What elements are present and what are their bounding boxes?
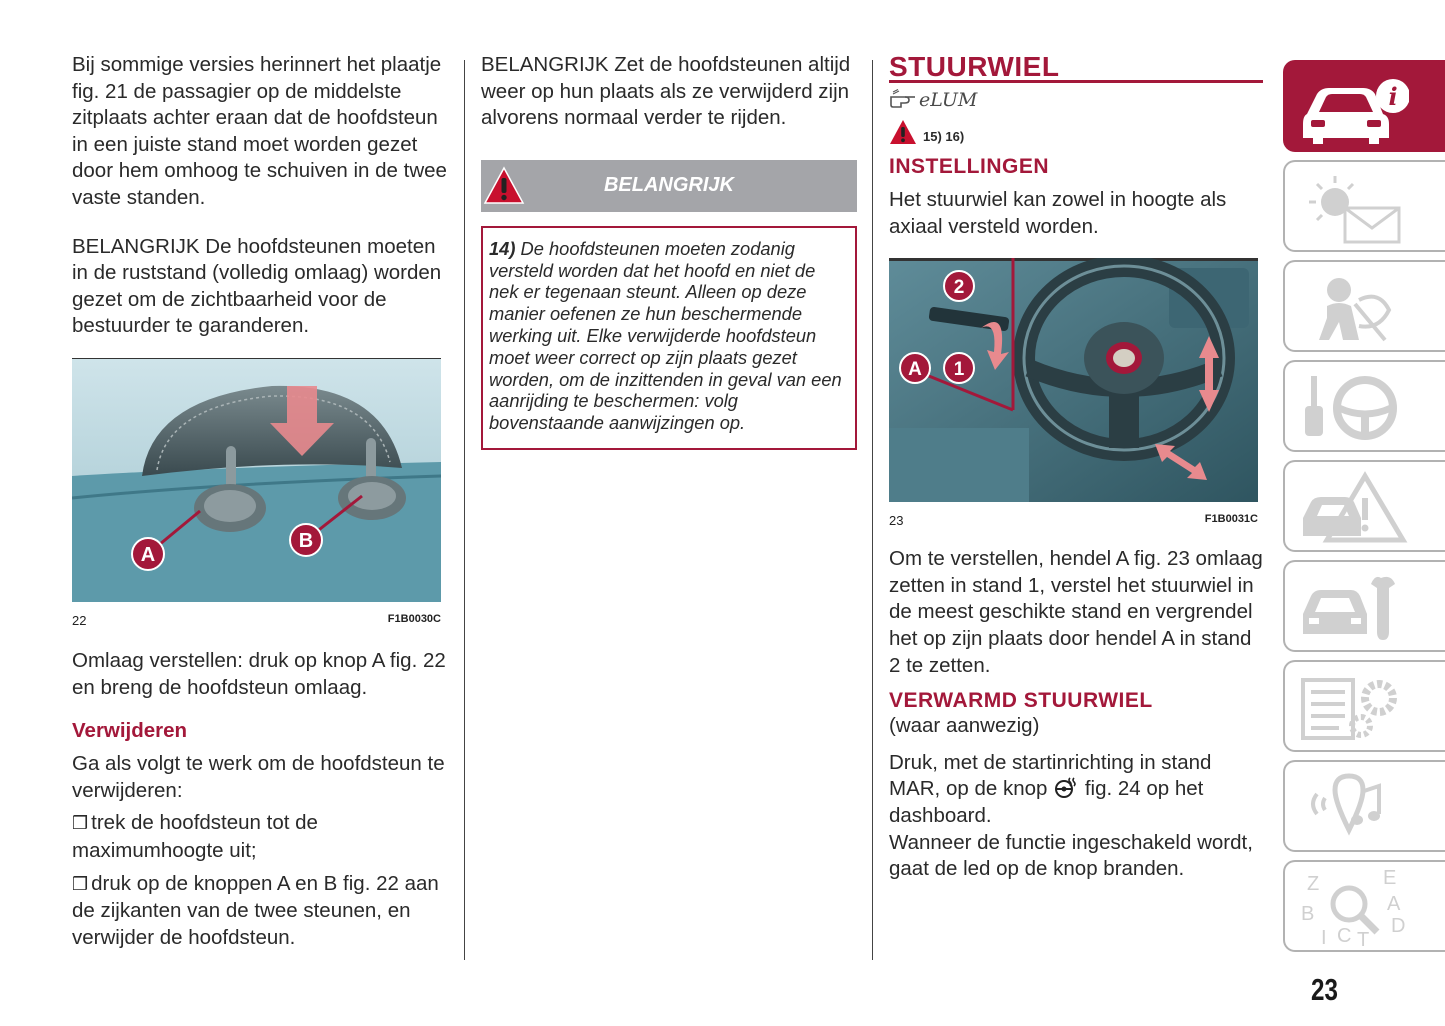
column-divider (464, 60, 465, 960)
warning-title: BELANGRIJK (603, 174, 734, 197)
elum-label: eLUM (919, 89, 978, 111)
page-title: STUURWIEL (889, 51, 1060, 82)
callout-label: A (908, 359, 922, 381)
pointing-hand-icon (889, 89, 917, 111)
paragraph: Omlaag verstellen: druk op knop A fig. 22 en breng de hoofdsteun omlaag. (72, 648, 446, 699)
column-middle (481, 52, 857, 450)
tab-safety[interactable] (1283, 260, 1445, 352)
section-heading: VERWARMD STUURWIEL (889, 689, 1153, 713)
media-navigation-icon (1299, 770, 1409, 846)
paragraph: Ga als volgt te werk om de hoofdsteun te verwijderen: (72, 752, 445, 802)
car-info-icon (1299, 70, 1409, 146)
column-divider (872, 60, 873, 960)
paragraph: Om te verstellen, hendel A fig. 23 omlaag zetten in stand 1, verstel het stuurwiel in de meest geschikte stand en vergrendel het op zijn plaats door hendel A in stand 2 te zetten. (889, 547, 1263, 677)
index-letter: I (1321, 927, 1327, 946)
section-note: (waar aanwezig) (889, 714, 1040, 738)
tab-multimedia[interactable] (1283, 760, 1445, 852)
callout-label: A (140, 543, 156, 566)
paragraph: Bij sommige versies herinnert het plaatje fig. 21 de passagier op de middelste zitplaats achter eraan dat de hoofdsteun in een juiste stand moet worden gezet door hem omhoog te schuiven in de twee vaste standen. (72, 53, 447, 209)
heated-steering-wheel-icon (1053, 776, 1079, 798)
tab-technical-data[interactable] (1283, 660, 1445, 752)
alphabetical-index-icon (1299, 870, 1409, 946)
paragraph: BELANGRIJK Zet de hoofdsteunen altijd weer op hun plaats als ze verwijderd zijn alvorens normaal verder te rijden. (481, 53, 851, 130)
warning-text: 14) De hoofdsteunen moeten zodanig versteld worden dat het hoofd en niet de nek er tegenaan steunt. Alleen op deze manier oefenen ze hun beschermende werking uit. Elke verwijderde hoofdsteun moet weer correct op zijn plaats gezet worden, om de inzittenden in geval van een aanrijding te beschermen: volg bovenstaande aanwijzingen op. (489, 237, 842, 434)
callout-label: 2 (953, 277, 965, 299)
car-wrench-icon (1299, 570, 1409, 646)
index-letter: C (1337, 925, 1352, 946)
paragraph: Wanneer de functie ingeschakeld wordt, gaat de led op de knop branden. (889, 830, 1253, 881)
index-letter: A (1387, 893, 1401, 915)
key-steering-wheel-icon (1299, 370, 1409, 446)
list-item: ❒ trek de hoofdsteun tot de maximumhoogte uit; (72, 811, 318, 862)
column-left (72, 52, 450, 951)
light-message-icon (1299, 170, 1409, 246)
paragraph: Druk, met de startinrichting in stand MAR, op de knop fig. 24 op het dashboard. (889, 750, 1212, 827)
tab-index[interactable] (1283, 860, 1445, 952)
bullet-mark: ❒ (72, 813, 89, 835)
paragraph: Het stuurwiel kan zowel in hoogte als axiaal versteld worden. (889, 188, 1227, 238)
subheading: Verwijderen (72, 719, 188, 743)
steering-wheel-illustration (889, 258, 1258, 502)
callout-label: B (298, 529, 314, 552)
seat-airbag-icon (1299, 270, 1409, 346)
headrest-illustration (72, 358, 441, 602)
warning-refs: 15) 16) (923, 128, 965, 144)
list-item: ❒ druk op de knoppen A en B fig. 22 aan de zijkanten van de twee steunen, en verwijder de hoofdsteun. (72, 871, 439, 949)
paragraph: BELANGRIJK De hoofdsteunen moeten in de ruststand (volledig omlaag) worden gezet om de zichtbaarheid voor de bestuurder te garanderen. (72, 234, 442, 338)
index-letter: B (1301, 903, 1315, 925)
page-number: 23 (1311, 972, 1338, 1007)
car-warning-triangle-icon (1299, 470, 1409, 546)
section-heading: INSTELLINGEN (889, 155, 1050, 178)
index-letter: E (1383, 870, 1397, 889)
elum-reference (889, 89, 1263, 111)
list-gears-icon (1299, 670, 1409, 746)
tab-starting-driving[interactable] (1283, 360, 1445, 452)
tab-car-info[interactable] (1283, 60, 1445, 152)
warning-box (481, 226, 857, 450)
figure-22 (72, 358, 441, 628)
column-right (889, 52, 1263, 883)
warning-icon (889, 119, 917, 145)
index-letter: D (1391, 915, 1406, 937)
svg-text:i: i (1388, 82, 1398, 111)
index-letter: T (1357, 929, 1370, 946)
warning-references (889, 119, 1263, 145)
tab-maintenance[interactable] (1283, 560, 1445, 652)
tab-lights-messages[interactable] (1283, 160, 1445, 252)
figure-code: F1B0031C (1204, 513, 1258, 526)
callout-label: 1 (953, 359, 965, 381)
index-letter: Z (1307, 873, 1320, 895)
warning-header (481, 160, 857, 212)
warning-icon (483, 165, 525, 207)
figure-23 (889, 258, 1258, 528)
figure-number: 23 (889, 513, 904, 529)
figure-code: F1B0030C (387, 612, 441, 625)
bullet-mark: ❒ (72, 873, 89, 895)
tab-emergency[interactable] (1283, 460, 1445, 552)
figure-number: 22 (72, 612, 87, 628)
